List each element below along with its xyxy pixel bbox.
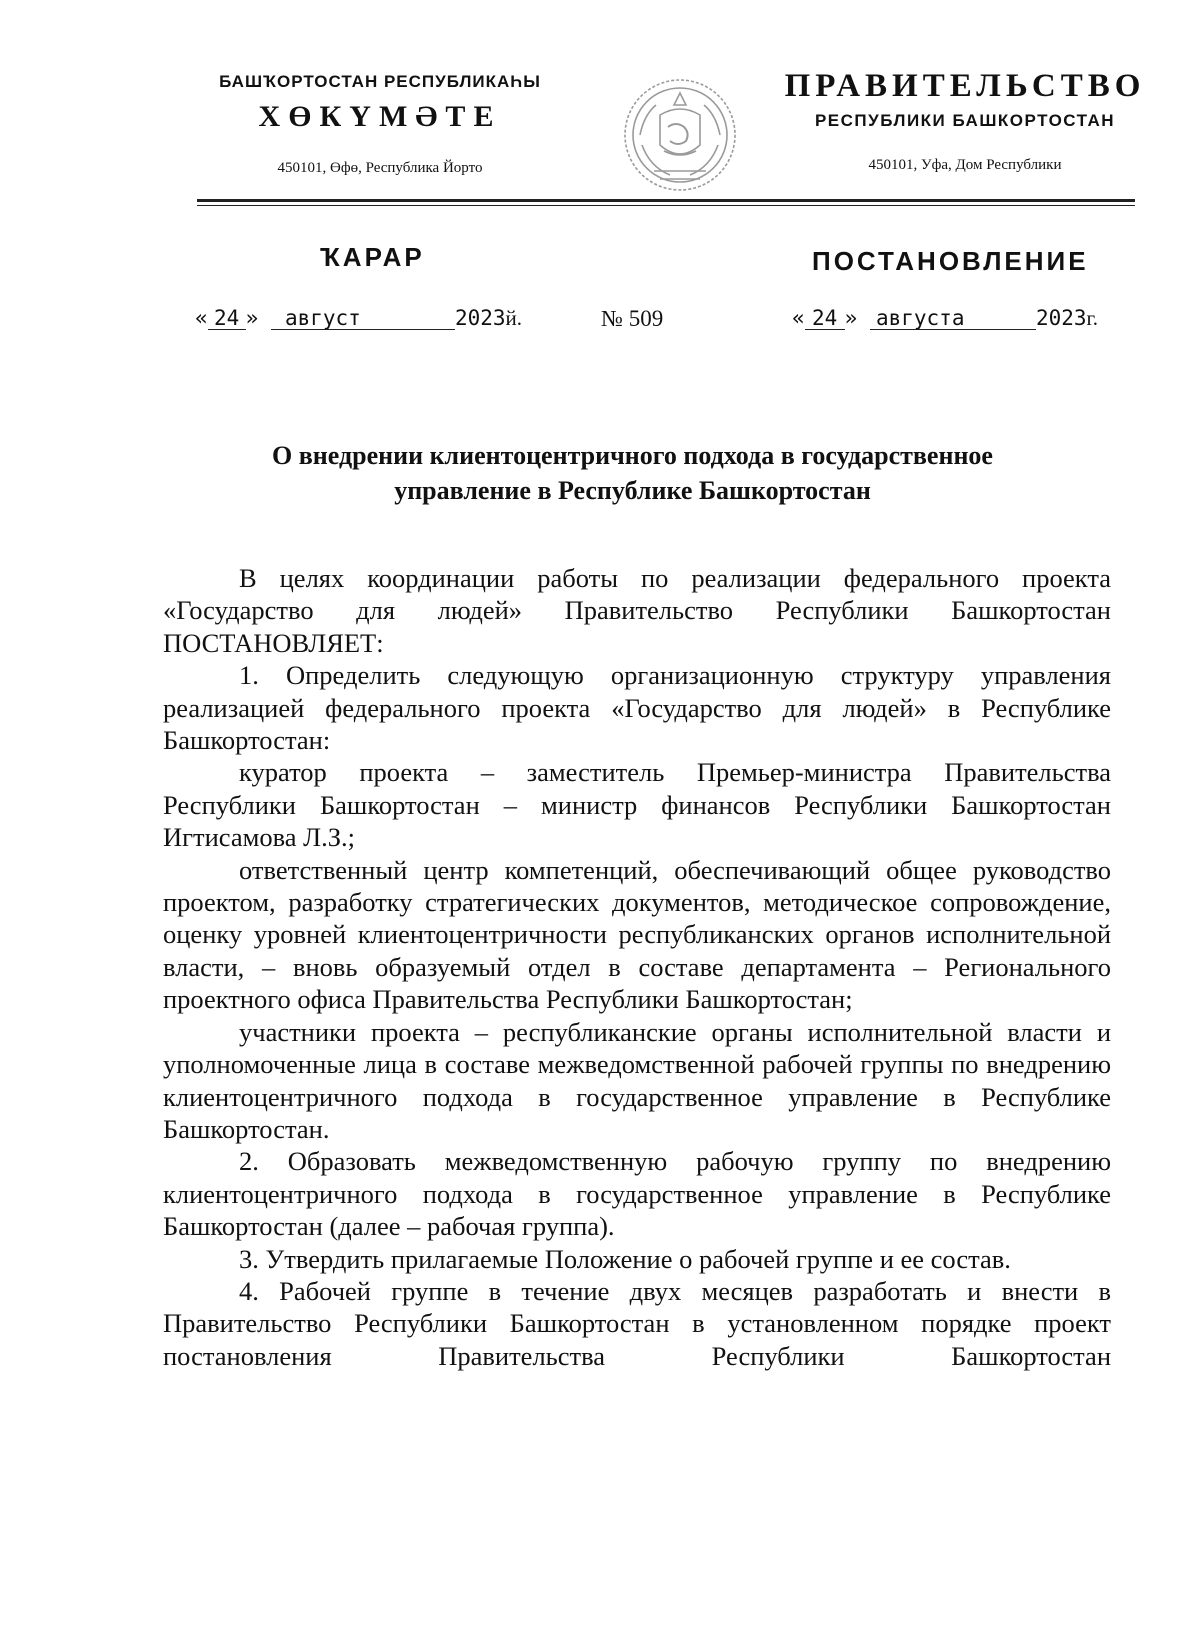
- date-right-open-quote: «: [792, 306, 805, 330]
- header-left-line2: ХӨКҮМӘТЕ: [258, 100, 502, 133]
- document-title-line1: О внедрении клиентоцентричного подхода в государственное: [272, 441, 993, 470]
- date-right: [792, 306, 1098, 331]
- document-title: [160, 438, 1105, 508]
- date-left-close-quote: »: [245, 306, 259, 330]
- header-divider-thick: [197, 199, 1135, 202]
- body-paragraph-item-3: 3. Утвердить прилагаемые Положение о рабочей группе и ее состав.: [239, 1243, 1011, 1274]
- date-left-year: 2023: [454, 306, 506, 330]
- header-left-address: 450101, Өфө, Республика Йорто: [277, 160, 483, 176]
- body-paragraph-competence-center: ответственный центр компетенций, обеспечивающий общее руководство проектом, разработку стратегических документов, методическое сопровождение, оценку уровней клиентоцентричности республиканских органов исполнительной власти, – вновь образуемый отдел в составе департамента – Регионального проектного офиса Правительства Республики Башкортостан;: [163, 854, 1111, 1015]
- body-paragraph-preamble: В целях координации работы по реализации федерального проекта «Государство для людей» Правительство Республики Башкортостан ПОСТАНОВЛЯЕТ:: [163, 563, 1111, 658]
- doc-type-russian: ПОСТАНОВЛЕНИЕ: [812, 246, 1089, 276]
- header-right-line1: ПРАВИТЕЛЬСТВО: [784, 68, 1146, 104]
- document-number: № 509: [601, 306, 664, 331]
- doc-type-bashkir: ҠАРАР: [320, 242, 425, 272]
- body-paragraph-curator: куратор проекта – заместитель Премьер-министра Правительства Республики Башкортостан – министр финансов Республики Башкортостан Игтисамова Л.З.;: [163, 757, 1111, 853]
- body-paragraph-participants: участники проекта – республиканские органы исполнительной власти и уполномоченные лица в составе межведомственной рабочей группы по внедрению клиентоцентричного подхода в государственное управление в Республике Башкортостан.: [163, 1016, 1111, 1144]
- date-right-suffix: г.: [1086, 306, 1099, 330]
- date-right-day: 24: [805, 307, 845, 330]
- coat-of-arms-icon: [620, 75, 740, 195]
- date-right-year: 2023: [1035, 306, 1087, 330]
- date-left-open-quote: «: [195, 306, 208, 330]
- header-divider-thin: [197, 205, 1135, 206]
- date-right-month: августа: [870, 307, 1036, 330]
- header-left-bashkir: [180, 72, 580, 177]
- date-left-month: август: [271, 307, 455, 330]
- date-left: [195, 306, 522, 331]
- date-left-day: 24: [208, 307, 246, 330]
- date-left-suffix: й.: [505, 306, 523, 330]
- body-paragraph-item-2: 2. Образовать межведомственную рабочую группу по внедрению клиентоцентричного подхода в государственное управление в Республике Башкортостан (далее – рабочая группа).: [163, 1146, 1111, 1242]
- header-right-russian: [775, 68, 1155, 174]
- header-right-address: 450101, Уфа, Дом Республики: [868, 157, 1062, 173]
- body-paragraph-item-4: 4. Рабочей группе в течение двух месяцев разработать и внести в Правительство Республики Башкортостан в установленном порядке проект постановления Правительства Республики Башкортостан: [163, 1275, 1111, 1371]
- document-body: [163, 562, 1111, 1372]
- date-right-close-quote: »: [844, 306, 858, 330]
- header-right-line2: РЕСПУБЛИКИ БАШКОРТОСТАН: [814, 111, 1116, 130]
- body-paragraph-item-1: 1. Определить следующую организационную структуру управления реализацией федерального проекта «Государство для людей» в Республике Башкортостан:: [163, 660, 1111, 756]
- header-left-line1: БАШҠОРТОСТАН РЕСПУБЛИКАҺЫ: [219, 72, 541, 91]
- document-title-line2: управление в Республике Башкортостан: [394, 476, 871, 505]
